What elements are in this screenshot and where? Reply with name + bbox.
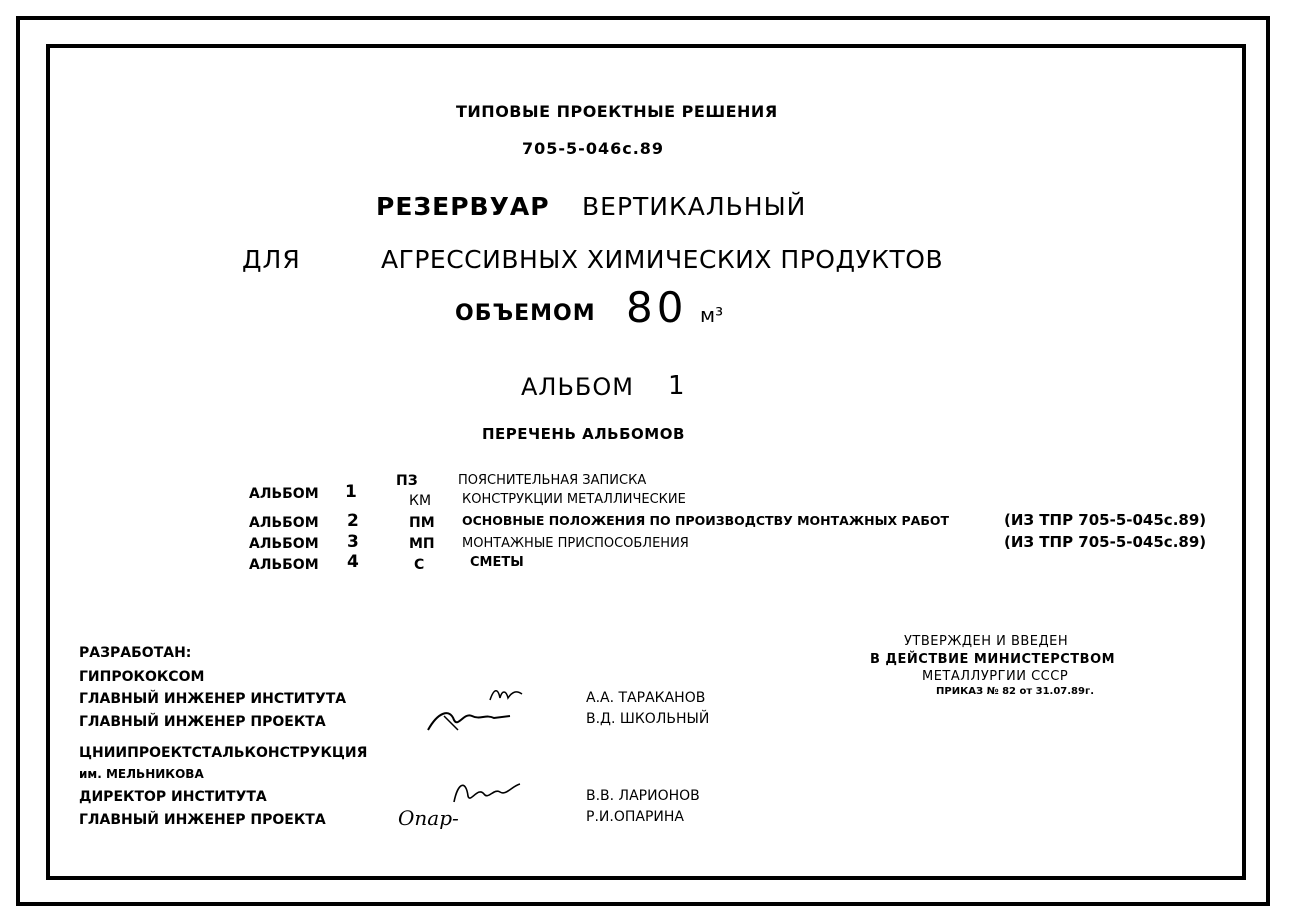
developer-name: Р.И.ОПАРИНА [586,809,684,825]
list-code: КМ [409,493,432,509]
volume-value: 80 [626,283,688,332]
list-album: АЛЬБОМ [249,557,319,573]
developer-name: А.А. ТАРАКАНОВ [586,690,706,706]
list-code: С [414,557,425,573]
list-name: ОСНОВНЫЕ ПОЛОЖЕНИЯ ПО ПРОИЗВОДСТВУ МОНТАЖНЫХ РАБОТ [462,513,950,528]
list-code: ПМ [409,515,435,531]
developer-name: В.В. ЛАРИОНОВ [586,788,700,804]
title-prefix-for: ДЛЯ [242,245,301,274]
developer-role: ГЛАВНЫЙ ИНЖЕНЕР ПРОЕКТА [79,714,326,730]
album-list-title: ПЕРЕЧЕНЬ АЛЬБОМОВ [482,425,685,443]
signature-4: Опар- [398,806,459,830]
list-num: 1 [345,482,357,502]
list-ref: (ИЗ ТПР 705-5-045с.89) [1004,511,1207,529]
developer-name: В.Д. ШКОЛЬНЫЙ [586,711,710,727]
list-album: АЛЬБОМ [249,486,319,502]
album-number: 1 [668,371,685,401]
title-word-reservoir: РЕЗЕРВУАР [376,192,550,221]
list-code: ПЗ [396,473,418,489]
list-num: 4 [347,552,359,572]
title-products: АГРЕССИВНЫХ ХИМИЧЕСКИХ ПРОДУКТОВ [381,245,944,274]
list-album: АЛЬБОМ [249,536,319,552]
list-name: СМЕТЫ [470,555,524,570]
approval-order: ПРИКАЗ № 82 от 31.07.89г. [936,686,1094,697]
list-num: 3 [347,532,359,552]
approval-line-3: МЕТАЛЛУРГИИ СССР [922,669,1069,684]
developer-org-2-sub: им. МЕЛЬНИКОВА [79,767,204,781]
volume-unit: м³ [700,303,724,327]
developers-heading: РАЗРАБОТАН: [79,645,192,661]
list-name: МОНТАЖНЫЕ ПРИСПОСОБЛЕНИЯ [462,536,689,551]
list-num: 2 [347,511,359,531]
approval-line-2: В ДЕЙСТВИЕ МИНИСТЕРСТВОМ [870,652,1116,667]
series-title: ТИПОВЫЕ ПРОЕКТНЫЕ РЕШЕНИЯ [456,102,778,121]
volume-label: ОБЪЕМОМ [455,301,596,326]
signature-2 [424,702,514,736]
approval-line-1: УТВЕРЖДЕН И ВВЕДЕН [904,634,1069,649]
title-word-vertical: ВЕРТИКАЛЬНЫЙ [582,192,807,221]
developer-role: ГЛАВНЫЙ ИНЖЕНЕР ИНСТИТУТА [79,691,347,707]
series-code: 705-5-046с.89 [522,139,665,158]
developer-org-2: ЦНИИПРОЕКТСТАЛЬКОНСТРУКЦИЯ [79,745,368,761]
list-album: АЛЬБОМ [249,515,319,531]
signature-3 [448,778,522,808]
list-name: ПОЯСНИТЕЛЬНАЯ ЗАПИСКА [458,473,647,488]
list-ref: (ИЗ ТПР 705-5-045с.89) [1004,533,1207,551]
list-code: МП [409,536,435,552]
album-label: АЛЬБОМ [521,373,634,401]
list-name: КОНСТРУКЦИИ МЕТАЛЛИЧЕСКИЕ [462,492,686,507]
developer-role: ДИРЕКТОР ИНСТИТУТА [79,789,267,805]
developer-org-1: ГИПРОКОКСОМ [79,669,205,685]
developer-role: ГЛАВНЫЙ ИНЖЕНЕР ПРОЕКТА [79,812,326,828]
